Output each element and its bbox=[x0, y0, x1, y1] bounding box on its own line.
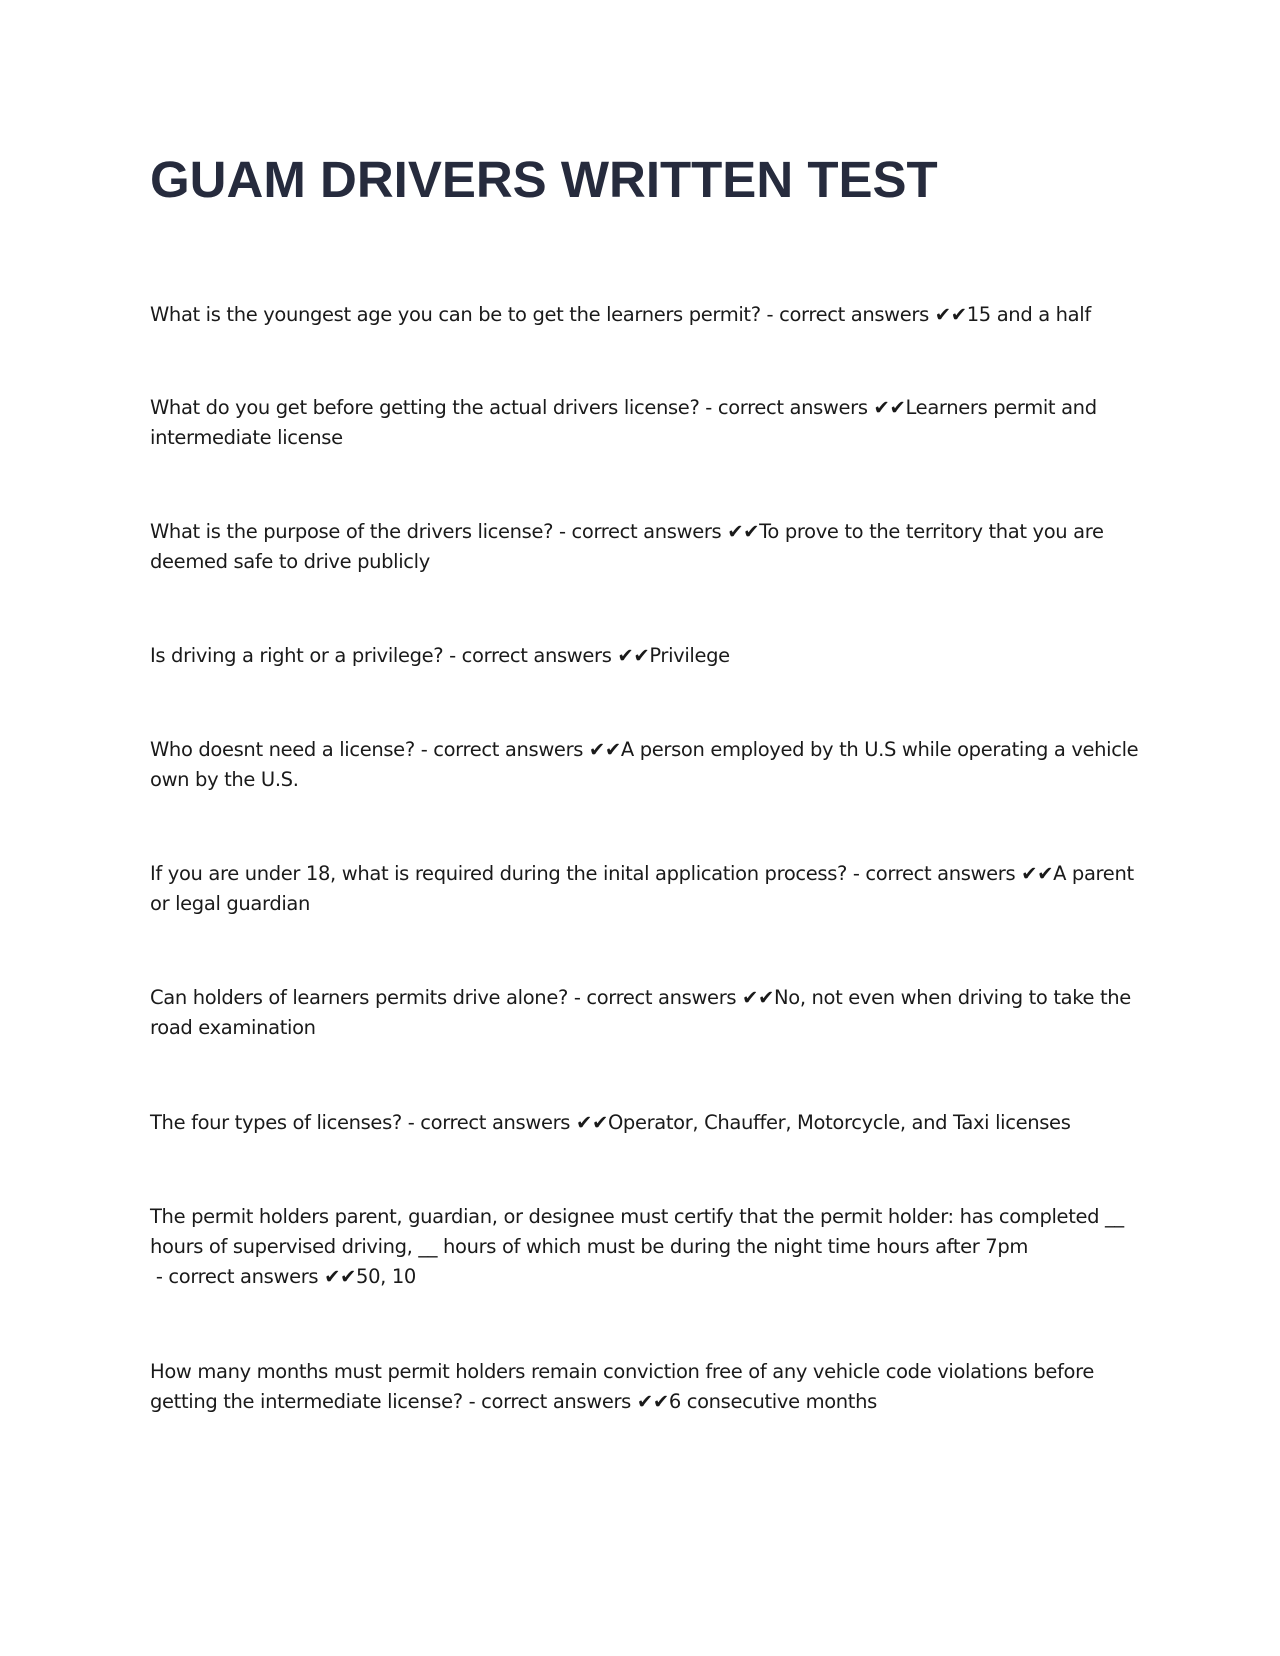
question-text: What do you get before getting the actual drivers license? bbox=[150, 396, 700, 419]
check-mark-icon: ✔✔ bbox=[742, 986, 775, 1009]
answer-text: Operator, Chauffer, Motorcycle, and Taxi licenses bbox=[607, 1111, 1071, 1134]
qa-item bbox=[150, 983, 1140, 1043]
question-text: What is the purpose of the drivers license? bbox=[150, 520, 554, 543]
check-mark-icon: ✔✔ bbox=[934, 303, 967, 326]
qa-item bbox=[150, 1357, 1140, 1417]
answer-separator: - correct answers bbox=[699, 396, 874, 419]
question-text: The permit holders parent, guardian, or designee must certify that the permit holder: has completed __ hours of supervised driving, __ hours of which must be during the night time hours after 7pm bbox=[150, 1205, 1124, 1258]
answer-separator: - correct answers bbox=[847, 862, 1022, 885]
page-title: GUAM DRIVERS WRITTEN TEST bbox=[150, 151, 938, 208]
check-mark-icon: ✔✔ bbox=[873, 396, 906, 419]
answer-separator: - correct answers bbox=[150, 1265, 325, 1288]
answer-text: Privilege bbox=[649, 644, 730, 667]
question-text: The four types of licenses? bbox=[150, 1111, 402, 1134]
answer-text: No, not even when driving to take the road examination bbox=[150, 986, 1131, 1039]
qa-item bbox=[150, 641, 1140, 671]
qa-item bbox=[150, 1202, 1140, 1292]
answer-separator: - correct answers bbox=[553, 520, 728, 543]
question-text: If you are under 18, what is required during the inital application process? bbox=[150, 862, 848, 885]
question-text: Who doesnt need a license? bbox=[150, 738, 415, 761]
qa-item bbox=[150, 1108, 1140, 1138]
answer-text: A parent or legal guardian bbox=[150, 862, 1134, 915]
check-mark-icon: ✔✔ bbox=[727, 520, 760, 543]
answer-separator: - correct answers bbox=[401, 1111, 576, 1134]
question-text: Is driving a right or a privilege? bbox=[150, 644, 444, 667]
check-mark-icon: ✔✔ bbox=[324, 1265, 357, 1288]
question-text: How many months must permit holders remain conviction free of any vehicle code violations before getting the intermediate license? bbox=[150, 1360, 1094, 1413]
qa-item bbox=[150, 517, 1140, 577]
qa-item bbox=[150, 393, 1140, 453]
check-mark-icon: ✔✔ bbox=[588, 738, 621, 761]
answer-separator: - correct answers bbox=[760, 303, 935, 326]
answer-separator: - correct answers bbox=[567, 986, 743, 1009]
answer-text: 6 consecutive months bbox=[668, 1390, 877, 1413]
check-mark-icon: ✔✔ bbox=[617, 644, 650, 667]
question-text: Can holders of learners permits drive alone? bbox=[150, 986, 568, 1009]
answer-separator: - correct answers bbox=[414, 738, 589, 761]
answer-text: 50, 10 bbox=[356, 1265, 416, 1288]
qa-item bbox=[150, 300, 1140, 330]
answer-text: To prove to the territory that you are deemed safe to drive publicly bbox=[150, 520, 1104, 573]
check-mark-icon: ✔✔ bbox=[575, 1111, 608, 1134]
answer-separator: - correct answers bbox=[462, 1390, 637, 1413]
check-mark-icon: ✔✔ bbox=[1021, 862, 1054, 885]
qa-item bbox=[150, 735, 1140, 795]
question-text: What is the youngest age you can be to get the learners permit? bbox=[150, 303, 761, 326]
answer-text: A person employed by th U.S while operating a vehicle own by the U.S. bbox=[150, 738, 1139, 791]
check-mark-icon: ✔✔ bbox=[636, 1390, 669, 1413]
answer-text: 15 and a half bbox=[966, 303, 1091, 326]
qa-item bbox=[150, 859, 1140, 919]
answer-separator: - correct answers bbox=[443, 644, 618, 667]
answer-text: Learners permit and intermediate license bbox=[150, 396, 1097, 449]
